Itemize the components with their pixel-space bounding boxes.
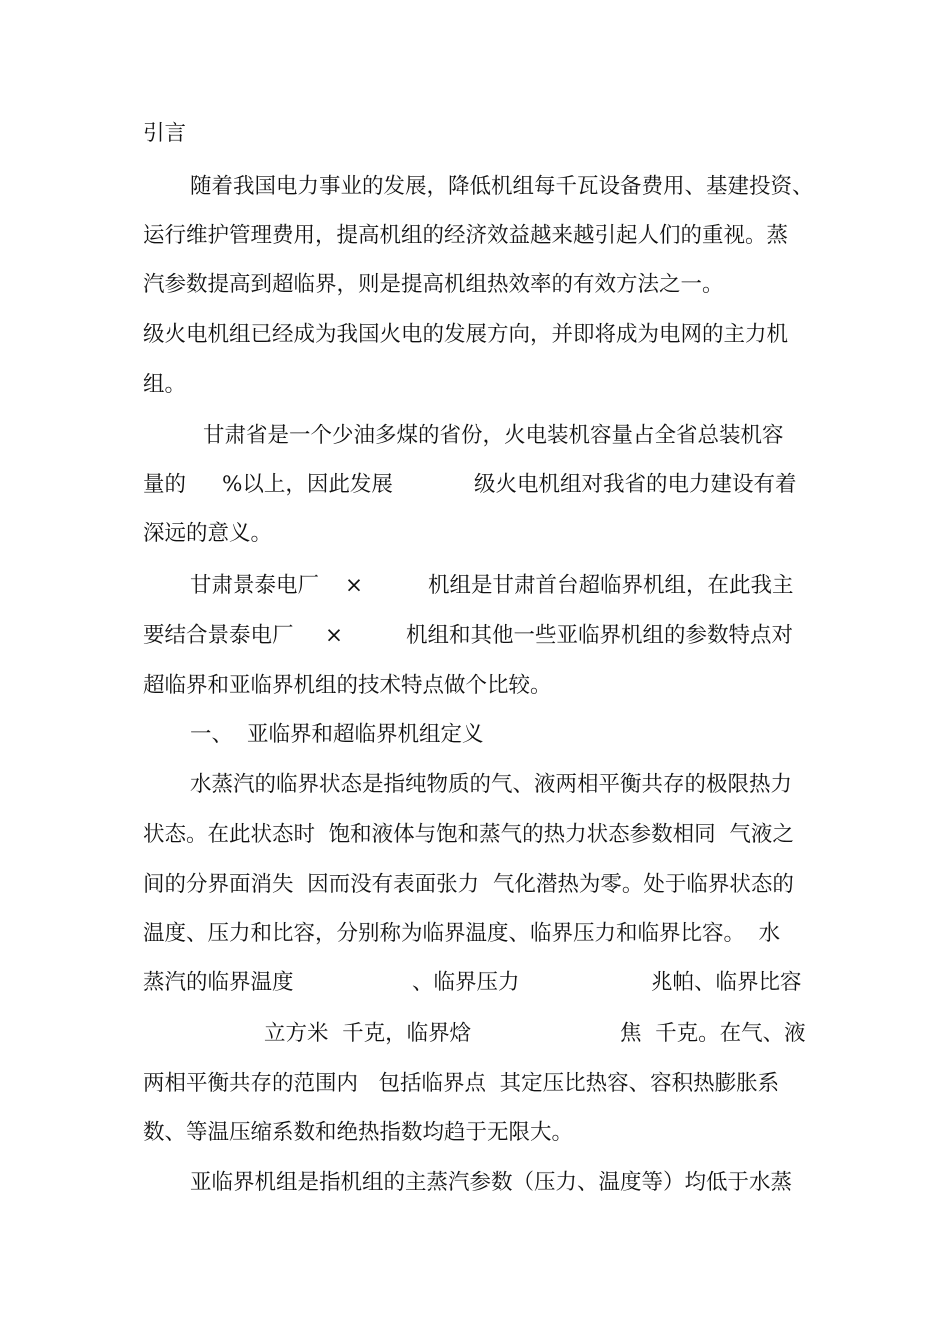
paragraph-line: 级火电机组对我省的电力建设有着 [474,472,797,497]
section-title: 亚临界和超临界机组定义 [247,722,484,747]
paragraph-line: 水蒸汽的临界状态是指纯物质的气、液两相平衡共存的极限热力 [190,772,793,797]
paragraph-line: 两相平衡共存的范围内 包括临界点 其定压比热容、容积热膨胀系 [143,1071,780,1096]
paragraph-line: 间的分界面消失 因而没有表面张力 气化潜热为零。处于临界状态的 [143,872,794,897]
paragraph-line: 级火电机组已经成为我国火电的发展方向，并即将成为电网的主力机 [143,322,789,347]
paragraph-line: 数、等温压缩系数和绝热指数均趋于无限大。 [143,1120,574,1145]
intro-heading: 引言 [143,121,187,146]
paragraph-line: 、临界压力 [412,970,520,995]
section-number: 一、 [190,722,234,747]
paragraph-line: 运行维护管理费用，提高机组的经济效益越来越引起人们的重视。蒸 [143,223,789,248]
paragraph-line: 机组是甘肃首台超临界机组，在此我主 [428,573,794,598]
paragraph-line: 兆帕、临界比容 [651,970,802,995]
paragraph-line: %以上，因此发展 [222,472,393,497]
paragraph-line: × [345,573,364,598]
paragraph-line: 汽参数提高到超临界，则是提高机组热效率的有效方法之一。 [143,272,724,297]
paragraph-line: 随着我国电力事业的发展，降低机组每千瓦设备费用、基建投资、 [190,174,814,199]
paragraph-line: 超临界和亚临界机组的技术特点做个比较。 [143,673,552,698]
paragraph-line: 蒸汽的临界温度 [143,970,294,995]
paragraph-line: 温度、压力和比容，分别称为临界温度、临界压力和临界比容。 水 [143,921,781,946]
paragraph-line: 焦 千克。在气、液 [620,1021,806,1046]
paragraph-line: 立方米 千克，临界焓 [264,1021,472,1046]
paragraph-line: 亚临界机组是指机组的主蒸汽参数（压力、温度等）均低于水蒸 [190,1170,793,1195]
paragraph-line: 深远的意义。 [143,521,273,546]
paragraph-line: 组。 [143,372,187,397]
paragraph-line: 状态。在此状态时 饱和液体与饱和蒸气的热力状态参数相同 气液之 [143,822,794,847]
paragraph-line: × [325,623,344,648]
paragraph-line: 量的 [143,472,187,497]
paragraph-line: 要结合景泰电厂 [143,623,294,648]
paragraph-line: 甘肃景泰电厂 [190,573,320,598]
paragraph-line: 机组和其他一些亚临界机组的参数特点对 [406,623,794,648]
paragraph-line: 甘肃省是一个少油多煤的省份，火电装机容量占全省总装机容 [203,423,784,448]
